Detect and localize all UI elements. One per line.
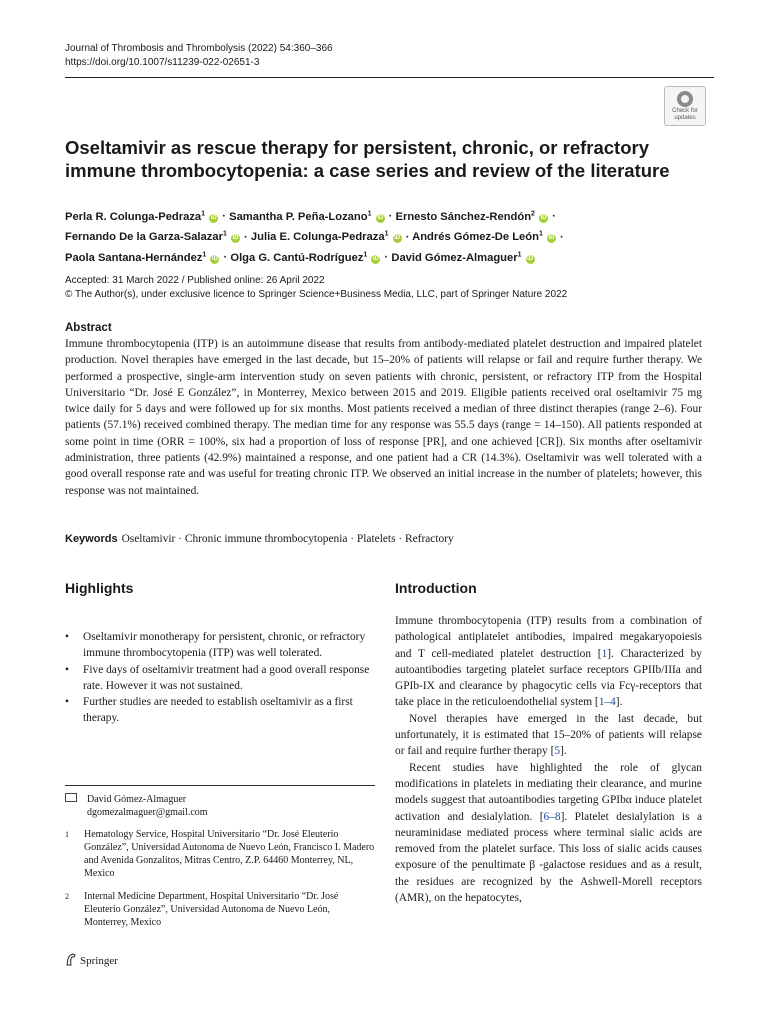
list-item: • Five days of oseltamivir treatment had a good overall response rate. However it was not sustained. bbox=[65, 662, 375, 695]
highlights-list bbox=[65, 629, 375, 727]
author-affiliation: 1 bbox=[367, 210, 372, 217]
correspondence bbox=[65, 793, 208, 819]
doi-link[interactable]: https://doi.org/10.1007/s11239-022-02651-3 bbox=[65, 57, 260, 68]
orcid-icon[interactable]: iD bbox=[372, 256, 379, 263]
badge-line2: updates bbox=[674, 115, 696, 121]
journal-header bbox=[65, 42, 333, 70]
keywords-text: Oseltamivir · Chronic immune thrombocytopenia · Platelets · Refractory bbox=[121, 533, 454, 545]
springer-horse-icon bbox=[65, 953, 77, 966]
check-for-updates-badge[interactable] bbox=[664, 86, 706, 126]
intro-paragraph-3: Recent studies have highlighted the role of glycan modifications in platelets in mediating their clearance, and murine models suggest that autoantibodies targeting GPIbα induce platelet activation and desialylation. [6–8]. Platelet desialylation is a neuraminidase mediated process where terminal sialic acids are removed from the platelet surface. This loss of sialic acids causes exposure of the penultimate β -galactose residues and as a result, the residues are recognized by the Ashwell-Morell receptors (AMR), on the hepatocytes, bbox=[395, 761, 702, 905]
affiliation-text: Internal Medicine Department, Hospital Universitario “Dr. José Eleuterio González”, Universidad Autonoma de Nuevo León, Monterrey, Mexico bbox=[84, 891, 339, 928]
article-title bbox=[65, 136, 705, 182]
orcid-icon[interactable]: iD bbox=[548, 235, 555, 242]
author-name: Andrés Gómez-De León bbox=[412, 231, 539, 244]
update-icon bbox=[677, 91, 693, 107]
author[interactable] bbox=[412, 231, 557, 243]
author-affiliation: 1 bbox=[517, 251, 522, 259]
author-name: Perla R. Colunga-Pedraza bbox=[65, 210, 202, 223]
keywords-label: Keywords bbox=[65, 533, 118, 545]
affiliation-2 bbox=[65, 890, 375, 929]
footnote-rule bbox=[65, 785, 375, 786]
badge-line1: Check for bbox=[672, 108, 698, 114]
intro-paragraph-1: Immune thrombocytopenia (ITP) results from a combination of pathological antiplatelet antibodies, impaired megakaryopoiesis and T cell-mediated platelet destruction [1]. Characterized by autoantibodies targeting platelet surface receptors GPIIb/IIIa and GPIb-IX and clearance by phagocytic cells via Fcγ-receptors that take place in the reticuloendothelial system [1–4]. bbox=[395, 615, 702, 709]
citation-link[interactable]: 6–8 bbox=[543, 810, 561, 823]
author-affiliation: 1 bbox=[201, 210, 206, 217]
author-affiliation: 1 bbox=[384, 230, 389, 238]
copyright-line: © The Author(s), under exclusive licence to Springer Science+Business Media, LLC, part of Springer Nature 2022 bbox=[65, 289, 568, 300]
corresponding-email[interactable]: dgomezalmaguer@gmail.com bbox=[87, 807, 208, 818]
author[interactable] bbox=[251, 231, 403, 243]
author[interactable] bbox=[391, 252, 535, 264]
orcid-icon[interactable]: iD bbox=[540, 214, 547, 221]
citation-link[interactable]: 1–4 bbox=[598, 696, 616, 709]
accepted-date: Accepted: 31 March 2022 / Published online: 26 April 2022 bbox=[65, 275, 325, 286]
author-affiliation: 1 bbox=[222, 230, 227, 238]
author-affiliation: 1 bbox=[363, 251, 368, 259]
header-rule bbox=[65, 77, 714, 78]
author-name: Samantha P. Peña-Lozano bbox=[229, 210, 368, 223]
list-item: • Further studies are needed to establish oseltamivir as a first therapy. bbox=[65, 694, 375, 727]
author-affiliation: 1 bbox=[202, 251, 207, 259]
orcid-icon[interactable]: iD bbox=[211, 256, 218, 263]
affiliation-1 bbox=[65, 828, 375, 880]
publisher-footer bbox=[65, 953, 118, 967]
keywords bbox=[65, 533, 454, 545]
author-name: Ernesto Sánchez-Rendón bbox=[395, 210, 532, 223]
title-line2: immune thrombocytopenia: a case series and review of the literature bbox=[65, 160, 670, 181]
author-name: David Gómez-Almaguer bbox=[391, 252, 518, 265]
citation-link[interactable]: 5 bbox=[554, 745, 561, 758]
orcid-icon[interactable]: iD bbox=[210, 214, 217, 221]
orcid-icon[interactable]: iD bbox=[527, 256, 534, 263]
orcid-icon[interactable]: iD bbox=[394, 235, 401, 242]
orcid-icon[interactable]: iD bbox=[232, 235, 239, 242]
list-item: • Oseltamivir monotherapy for persistent, chronic, or refractory immune thrombocytopenia (ITP) was well tolerated. bbox=[65, 629, 375, 662]
corresponding-author: David Gómez-Almaguer bbox=[87, 794, 187, 805]
affiliation-number: 1 bbox=[65, 830, 69, 839]
introduction-heading: Introduction bbox=[395, 580, 477, 596]
journal-citation: Journal of Thrombosis and Thrombolysis (2022) 54:360–366 bbox=[65, 43, 333, 54]
abstract-heading: Abstract bbox=[65, 322, 112, 334]
author-name: Fernando De la Garza-Salazar bbox=[65, 231, 223, 244]
citation-link[interactable]: 1 bbox=[601, 647, 608, 660]
highlights-heading: Highlights bbox=[65, 580, 134, 596]
affiliation-text: Hematology Service, Hospital Universitario “Dr. José Eleuterio González”, Universidad Autonoma de Nuevo León, Francisco I. Madero and Avenida Gonzalitos, Mitras Centro, Z.P. 64460 Monterrey, NL, Mexico bbox=[84, 829, 375, 879]
author[interactable] bbox=[229, 211, 385, 223]
abstract-text: Immune thrombocytopenia (ITP) is an autoimmune disease that results from antibody-mediated platelet destruction and impaired platelet production. Novel therapies have emerged in the last decade, but 15–20% of patients will relapse or fail and require further therapy. We performed a prospective, single-arm intervention study on seven patients with chronic, persistent, or refractory ITP from the Hospital Universitario “Dr. José E González”, in Monterrey, Mexico between 2015 and 2019. Eligible patients received oral oseltamivir 75 mg twice daily for 5 days and were followed up for six months. Most patients received a median of three distinct therapies (range 2–6). Four patients (57.1%) received combined therapy. The median time for any response was 55.5 days (range = 14–150). All patients responded at some point in time (ORR = 100%, six had a proportion of loss of response [PR], and one achieved [CR]). Six months after oseltamivir administration, three patients (42.9%) maintained a response, and one patient had a CR (14.3%). Oseltamivir was well tolerated with a good overall response rate and was useful for treating chronic ITP. We observed an initial increase in the number of platelets; however, this response was not maintained. bbox=[65, 338, 702, 497]
author-name: Olga G. Cantú-Rodríguez bbox=[230, 252, 364, 265]
mail-icon bbox=[65, 793, 77, 802]
author[interactable] bbox=[396, 211, 550, 223]
author-list: Perla R. Colunga-Pedraza$^1$ iD · Samantha P. Peña-Lozano$^1$ iD · Ernesto Sánchez-Rendón$^2$ iD · Fernando De la Garza-Salazar$^1$ iD · Julia E. Colunga-Pedraza$^1$ iD · Andrés Gómez-De León$^1$ iD · Paola Santana-Hernández$^1$ iD · Olga G. Cantú-Rodríguez$^1$ iD · David Gómez-Almaguer$^1$ iD bbox=[65, 210, 564, 265]
author-affiliation: 1 bbox=[538, 230, 543, 238]
intro-paragraph-2: Novel therapies have emerged in the last decade, but unfortunately, it is estimated that 15–20% of patients will relapse or fail and require further therapy [5]. bbox=[395, 712, 702, 758]
author-name: Julia E. Colunga-Pedraza bbox=[250, 231, 385, 244]
publication-dates bbox=[65, 274, 567, 302]
author[interactable] bbox=[65, 231, 241, 243]
introduction-body bbox=[395, 613, 702, 906]
author[interactable] bbox=[65, 252, 220, 264]
author-affiliation: 2 bbox=[531, 210, 535, 217]
author[interactable] bbox=[65, 211, 219, 223]
author-name: Paola Santana-Hernández bbox=[65, 252, 203, 265]
author[interactable] bbox=[230, 252, 381, 264]
title-line1: Oseltamivir as rescue therapy for persistent, chronic, or refractory bbox=[65, 137, 650, 158]
affiliation-number: 2 bbox=[65, 892, 69, 901]
orcid-icon[interactable]: iD bbox=[377, 214, 384, 221]
publisher-name: Springer bbox=[80, 955, 118, 967]
